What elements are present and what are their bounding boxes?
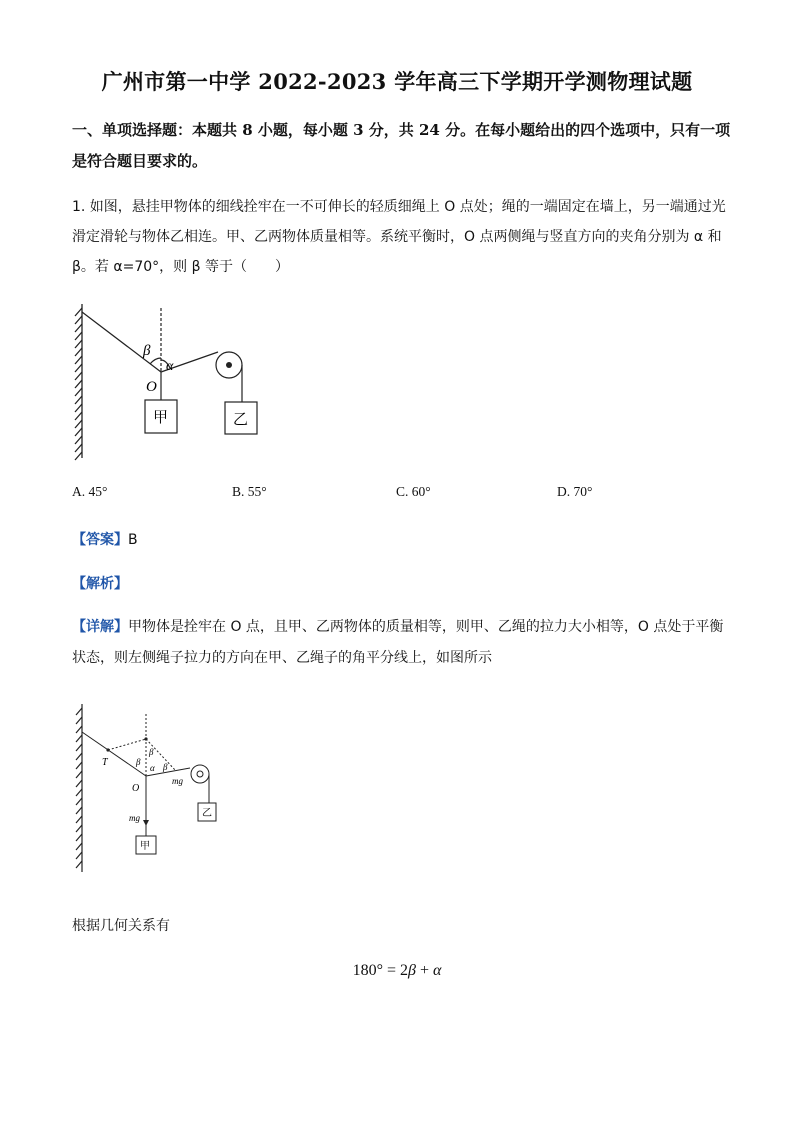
pulley-2 (191, 765, 209, 783)
pulley-axle (226, 362, 232, 368)
detail-text: 甲物体是拴牢在 O 点，且甲、乙两物体的质量相等，则甲、乙绳的拉力大小相等，O 点处于平衡状态，则左侧绳子拉力的方向在甲、乙绳子的角平分线上，如图所示 (72, 619, 724, 666)
label-beta-3: β (163, 762, 168, 772)
geometry-intro: 根据几何关系有 (72, 918, 170, 934)
label-T: T (102, 757, 108, 768)
parallelogram-left (108, 739, 146, 750)
formula-alpha: α (433, 962, 442, 979)
detail-paragraph (72, 612, 728, 674)
label-beta: β (143, 343, 151, 359)
mg-arrowhead (143, 820, 149, 826)
label-point-o-2: O (132, 783, 140, 794)
answer-line (72, 529, 138, 549)
label-yi: 乙 (233, 412, 249, 428)
option-d: D. 70° (557, 484, 593, 499)
pulley-2-axle (197, 771, 203, 777)
formula-beta: β (408, 962, 416, 979)
rope-wall-to-o (82, 312, 161, 372)
option-b: B. 55° (232, 484, 267, 499)
rope-wall-2 (82, 732, 146, 776)
question-1-figure (66, 300, 266, 462)
question-1-text: 1. 如图，悬挂甲物体的细线拴牢在一不可伸长的轻质细绳上 O 点处；绳的一端固定在墙上，另一端通过光滑定滑轮与物体乙相连。甲、乙两物体质量相等。系统平衡时，O 点两侧绳与竖直方向的夹角分别为 α 和 β。若 α=70°，则 β 等于（ ） (72, 199, 726, 275)
answer-value: B (128, 532, 138, 548)
option-c: C. 60° (396, 484, 431, 499)
formula-plus: + (415, 962, 433, 979)
label-beta-1: β (149, 747, 154, 757)
wall-2 (76, 704, 82, 872)
label-yi-2: 乙 (202, 808, 212, 819)
formula-lhs: 180° = 2 (352, 962, 408, 979)
label-alpha-2: α (150, 763, 155, 773)
page-title: 广州市第一中学 2022-2023 学年高三下学期开学测物理试题 (101, 69, 693, 94)
option-a: A. 45° (72, 484, 108, 499)
label-jia-2: 甲 (140, 841, 150, 852)
t-point (106, 748, 109, 751)
section-heading: 一、单项选择题：本题共 8 小题，每小题 3 分，共 24 分。在每小题给出的四个选项中，只有一项是符合题目要求的。 (72, 121, 731, 170)
wall (75, 304, 82, 460)
analysis-figure (66, 700, 226, 880)
label-jia: 甲 (153, 410, 169, 426)
beta-arc (150, 358, 161, 364)
label-point-o: O (146, 379, 157, 395)
top-point (144, 737, 147, 740)
label-alpha: α (166, 359, 174, 374)
formula (0, 962, 794, 980)
answer-label: 【答案】 (72, 532, 128, 548)
label-mg-down: mg (129, 813, 140, 823)
analysis-label: 【解析】 (72, 576, 128, 592)
label-mg-right: mg (172, 776, 183, 786)
label-beta-2: β (136, 757, 141, 767)
detail-label: 【详解】 (72, 619, 128, 635)
